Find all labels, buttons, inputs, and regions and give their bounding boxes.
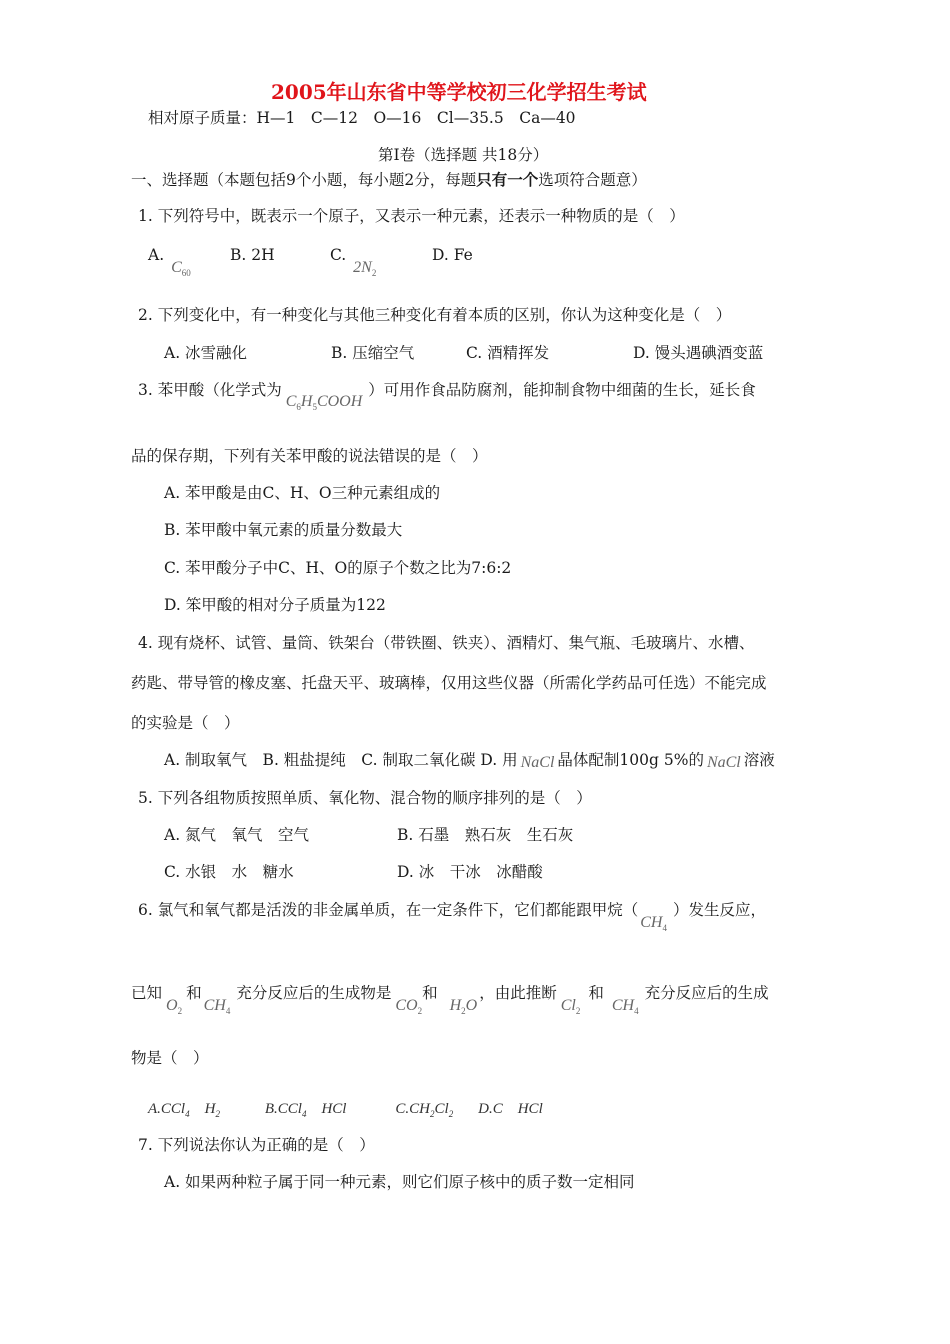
q1-option-a-label: A. — [148, 246, 165, 264]
q5-stem: 5. 下列各组物质按照单质、氧化物、混合物的顺序排列的是（ ） — [138, 789, 592, 807]
atomic-mass-line: 相对原子质量：H—1 C—12 O—16 Cl—35.5 Ca—40 — [148, 109, 576, 127]
q6-l2-d: 和 — [422, 984, 438, 1002]
q1-option-d: D. Fe — [432, 246, 473, 264]
q6-l2-g: 充分反应后的生成 — [644, 984, 769, 1002]
q2-stem: 2. 下列变化中，有一种变化与其他三种变化有着本质的区别，你认为这种变化是（ ） — [138, 306, 732, 324]
q6-stem-line1 — [138, 900, 766, 933]
q4-options-pre: A. 制取氧气 B. 粗盐提纯 C. 制取二氧化碳 D. 用 — [164, 751, 518, 769]
q1-option-b: B. 2H — [230, 246, 275, 264]
q6-formula-cl2: $Cl_2$ — [560, 997, 581, 1016]
q1-option-c-label: C. — [330, 246, 347, 264]
q6-l2-a: 已知 — [131, 984, 163, 1002]
q2-option-c: C. 酒精挥发 — [466, 344, 550, 362]
q6-formula-o2: $O_2$ — [166, 997, 183, 1016]
instructions-pre: 一、选择题（本题包括9个小题，每小题2分，每题 — [131, 171, 477, 189]
q5-option-a: A. 氮气 氧气 空气 — [164, 826, 310, 844]
q6-l2-e: ，由此推断 — [479, 984, 557, 1002]
q5-option-c: C. 水银 水 糖水 — [164, 863, 294, 881]
q3-formula-c6h5cooh: $C_6H_5COOH$ — [285, 393, 363, 412]
q6-formula-h2o: $H_2O$ — [449, 997, 478, 1016]
q2-option-b: B. 压缩空气 — [331, 344, 415, 362]
q3-option-c: C. 苯甲酸分子中C、H、O的原子个数之比为7:6:2 — [164, 559, 512, 577]
q4-formula-nacl-1: NaCl — [520, 754, 555, 771]
q5-option-d: D. 冰 干冰 冰醋酸 — [397, 863, 543, 881]
q6-option-c: $C.CH_2Cl_2$ — [395, 1101, 454, 1119]
q6-formula-ch4-c: $CH_4$ — [611, 997, 639, 1016]
instructions-post: 选项符合题意） — [538, 171, 647, 189]
q2-option-d: D. 馒头遇碘酒变蓝 — [633, 344, 764, 362]
q5-option-b: B. 石墨 熟石灰 生石灰 — [397, 826, 574, 844]
q6-stem-line2 — [131, 983, 769, 1016]
q6-l2-f: 和 — [588, 984, 604, 1002]
q1-formula-c60: $C_{60}$ — [171, 259, 191, 278]
q6-l2-b: 和 — [186, 984, 202, 1002]
q1-formula-2n2: $2N_2$ — [353, 259, 377, 278]
q7-option-a: A. 如果两种粒子属于同一种元素，则它们原子核中的质子数一定相同 — [164, 1173, 635, 1191]
q6-stem-line3: 物是（ ） — [131, 1049, 209, 1067]
q1-option-a — [148, 245, 191, 278]
q3-option-b: B. 苯甲酸中氧元素的质量分数最大 — [164, 521, 403, 539]
q6-option-b: B.CCl$_4$ HCl — [264, 1101, 347, 1119]
q1-stem: 1. 下列符号中，既表示一个原子，又表示一种元素，还表示一种物质的是（ ） — [138, 207, 685, 225]
q6-l2-c: 充分反应后的生成物是 — [236, 984, 392, 1002]
q6-formula-co2: $CO_2$ — [395, 997, 423, 1016]
q6-option-d: D.C HCl — [478, 1101, 543, 1117]
q3-option-a: A. 苯甲酸是由C、H、O三种元素组成的 — [164, 484, 441, 502]
q3-option-d: D. 笨甲酸的相对分子质量为122 — [164, 596, 386, 614]
q6-options — [148, 1098, 543, 1124]
q6-stem1-pre: 6. 氯气和氧气都是活泼的非金属单质，在一定条件下，它们都能跟甲烷（ — [138, 901, 639, 919]
q6-stem1-post: ）发生反应， — [672, 901, 766, 919]
section-heading: 第Ⅰ卷（选择题 共18分） — [378, 146, 549, 164]
instructions — [131, 170, 647, 190]
q6-formula-ch4-b: $CH_4$ — [203, 997, 231, 1016]
q4-stem-line1: 4. 现有烧杯、试管、量筒、铁架台（带铁圈、铁夹）、酒精灯、集气瓶、毛玻璃片、水槽、 — [138, 634, 755, 652]
q4-stem-line3: 的实验是（ ） — [131, 714, 240, 732]
q3-stem-post: ）可用作食品防腐剂，能抑制食物中细菌的生长，延长食 — [368, 381, 756, 399]
exam-title: 2005年山东省中等学校初三化学招生考试 — [271, 80, 647, 104]
q6-option-a: A.CCl$_4$ $H_2$ — [148, 1101, 220, 1119]
q7-stem: 7. 下列说法你认为正确的是（ ） — [138, 1136, 375, 1154]
q4-options — [164, 750, 775, 771]
q1-option-c — [330, 245, 377, 278]
q3-stem-line2: 品的保存期，下列有关苯甲酸的说法错误的是（ ） — [131, 447, 488, 465]
q6-formula-ch4-a: $CH_4$ — [640, 914, 667, 933]
instructions-bold: 只有一个 — [476, 170, 539, 189]
q4-options-mid: 晶体配制100g 5%的 — [557, 751, 704, 769]
q4-stem-line2: 药匙、带导管的橡皮塞、托盘天平、玻璃棒，仅用这些仪器（所需化学药品可任选）不能完成 — [131, 674, 767, 692]
q4-formula-nacl-2: NaCl — [706, 754, 741, 771]
q3-stem-pre: 3. 苯甲酸（化学式为 — [138, 381, 282, 399]
q4-options-post: 溶液 — [743, 751, 775, 769]
q3-stem-line1 — [138, 380, 756, 412]
q2-option-a: A. 冰雪融化 — [164, 344, 248, 362]
